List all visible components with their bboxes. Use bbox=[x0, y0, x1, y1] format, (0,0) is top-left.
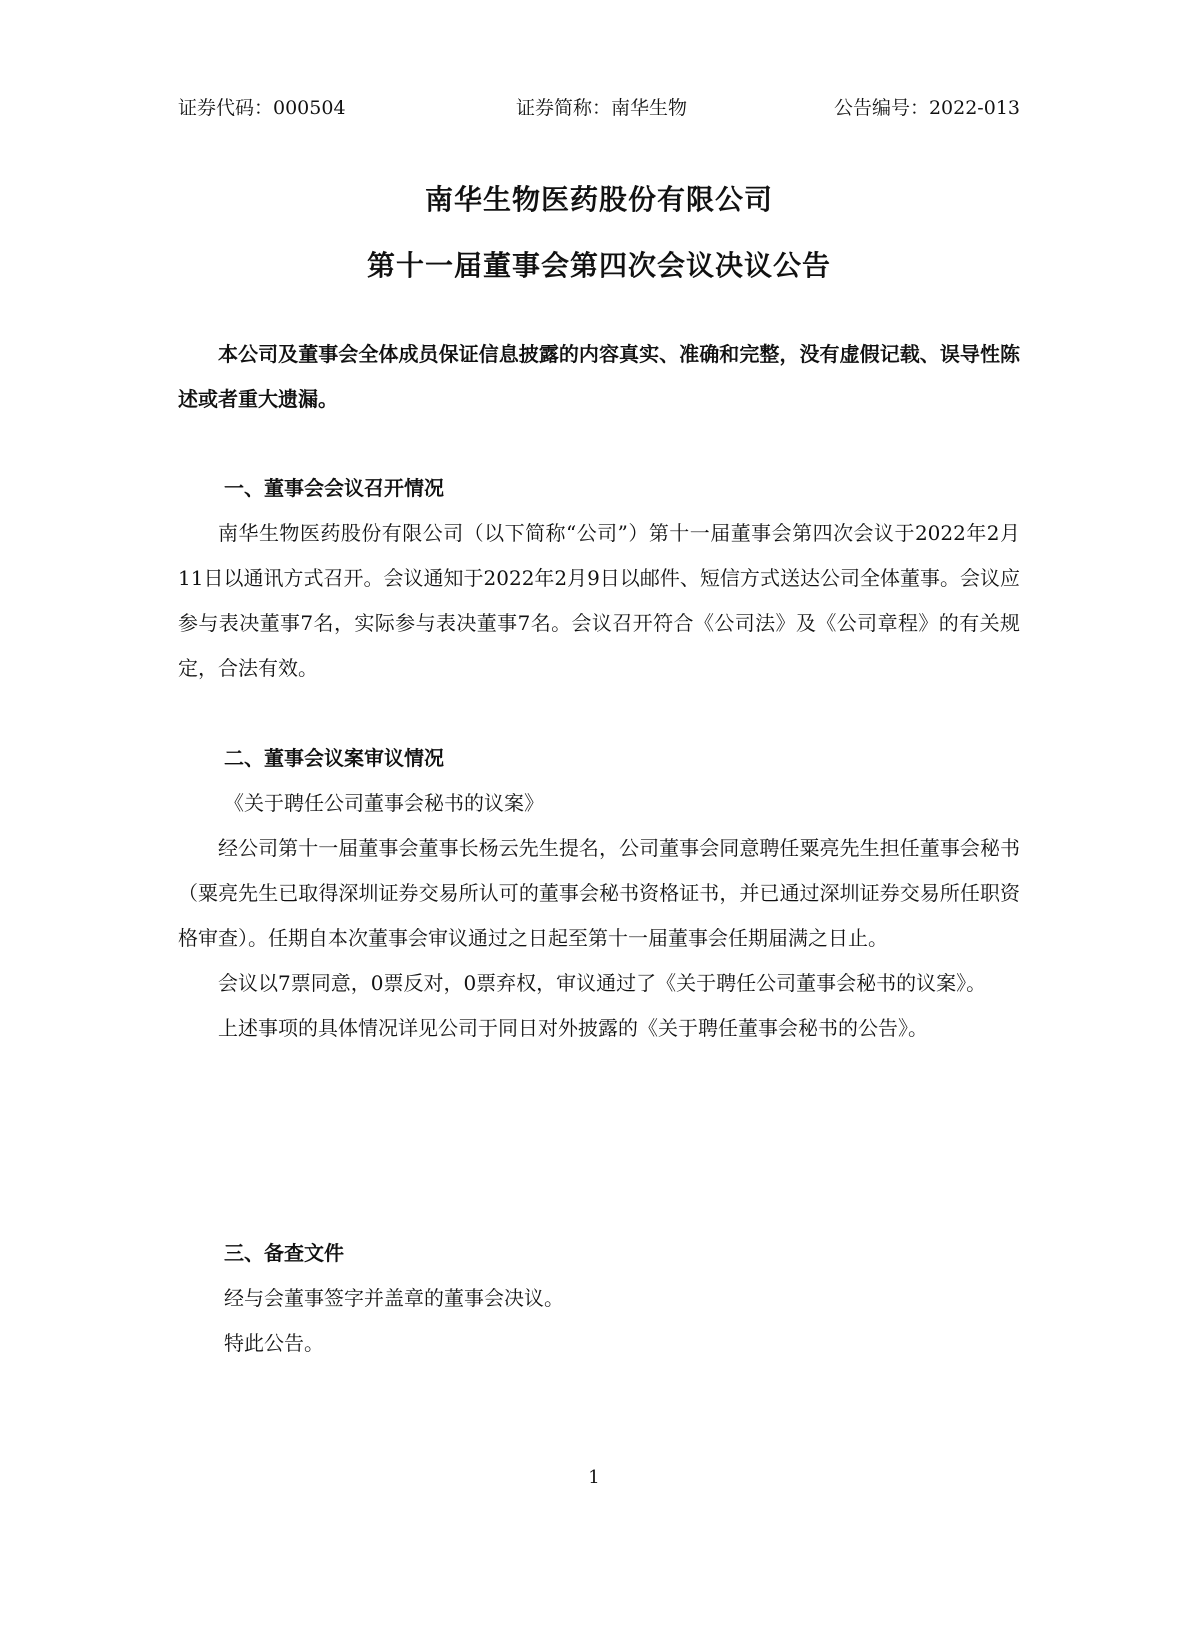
proposal-title: 《关于聘任公司董事会秘书的议案》 bbox=[224, 791, 544, 815]
section2-paragraph2: 会议以7票同意，0票反对，0票弃权，审议通过了《关于聘任公司董事会秘书的议案》。 bbox=[218, 971, 987, 995]
closing-text: 特此公告。 bbox=[224, 1331, 324, 1355]
disclaimer bbox=[178, 332, 1020, 422]
announcement-number: 公告编号：2022-013 bbox=[833, 97, 1020, 119]
disclaimer-text: 本公司及董事会全体成员保证信息披露的内容真实、准确和完整，没有虚假记载、误导性陈述或者重大遗漏。 bbox=[178, 342, 1020, 411]
title-announcement: 第十一届董事会第四次会议决议公告 bbox=[366, 249, 831, 282]
section1-body bbox=[178, 511, 1020, 691]
section2-body bbox=[178, 826, 1020, 1051]
section1-heading: 一、董事会会议召开情况 bbox=[224, 476, 444, 500]
document-header bbox=[178, 92, 1020, 124]
section2-heading: 二、董事会议案审议情况 bbox=[224, 746, 444, 770]
section3-heading: 三、备查文件 bbox=[224, 1241, 344, 1265]
security-short-name: 证券简称：南华生物 bbox=[516, 97, 688, 119]
page-number: 1 bbox=[588, 1467, 600, 1488]
title-company-name: 南华生物医药股份有限公司 bbox=[424, 183, 773, 216]
section1-paragraph: 南华生物医药股份有限公司（以下简称“公司”）第十一届董事会第四次会议于2022年2月11日以通讯方式召开。会议通知于2022年2月9日以邮件、短信方式送达公司全体董事。会议应参与表决董事7名，实际参与表决董事7名。会议召开符合《公司法》及《公司章程》的有关规定，合法有效。 bbox=[178, 521, 1020, 680]
security-code: 证券代码：000504 bbox=[178, 97, 346, 119]
section2-paragraph3: 上述事项的具体情况详见公司于同日对外披露的《关于聘任董事会秘书的公告》。 bbox=[218, 1016, 928, 1040]
section2-paragraph1: 经公司第十一届董事会董事长杨云先生提名，公司董事会同意聘任粟亮先生担任董事会秘书（粟亮先生已取得深圳证券交易所认可的董事会秘书资格证书，并已通过深圳证券交易所任职资格审查）。任期自本次董事会审议通过之日起至第十一届董事会任期届满之日止。 bbox=[178, 836, 1020, 950]
section3-paragraph: 经与会董事签字并盖章的董事会决议。 bbox=[224, 1286, 564, 1310]
